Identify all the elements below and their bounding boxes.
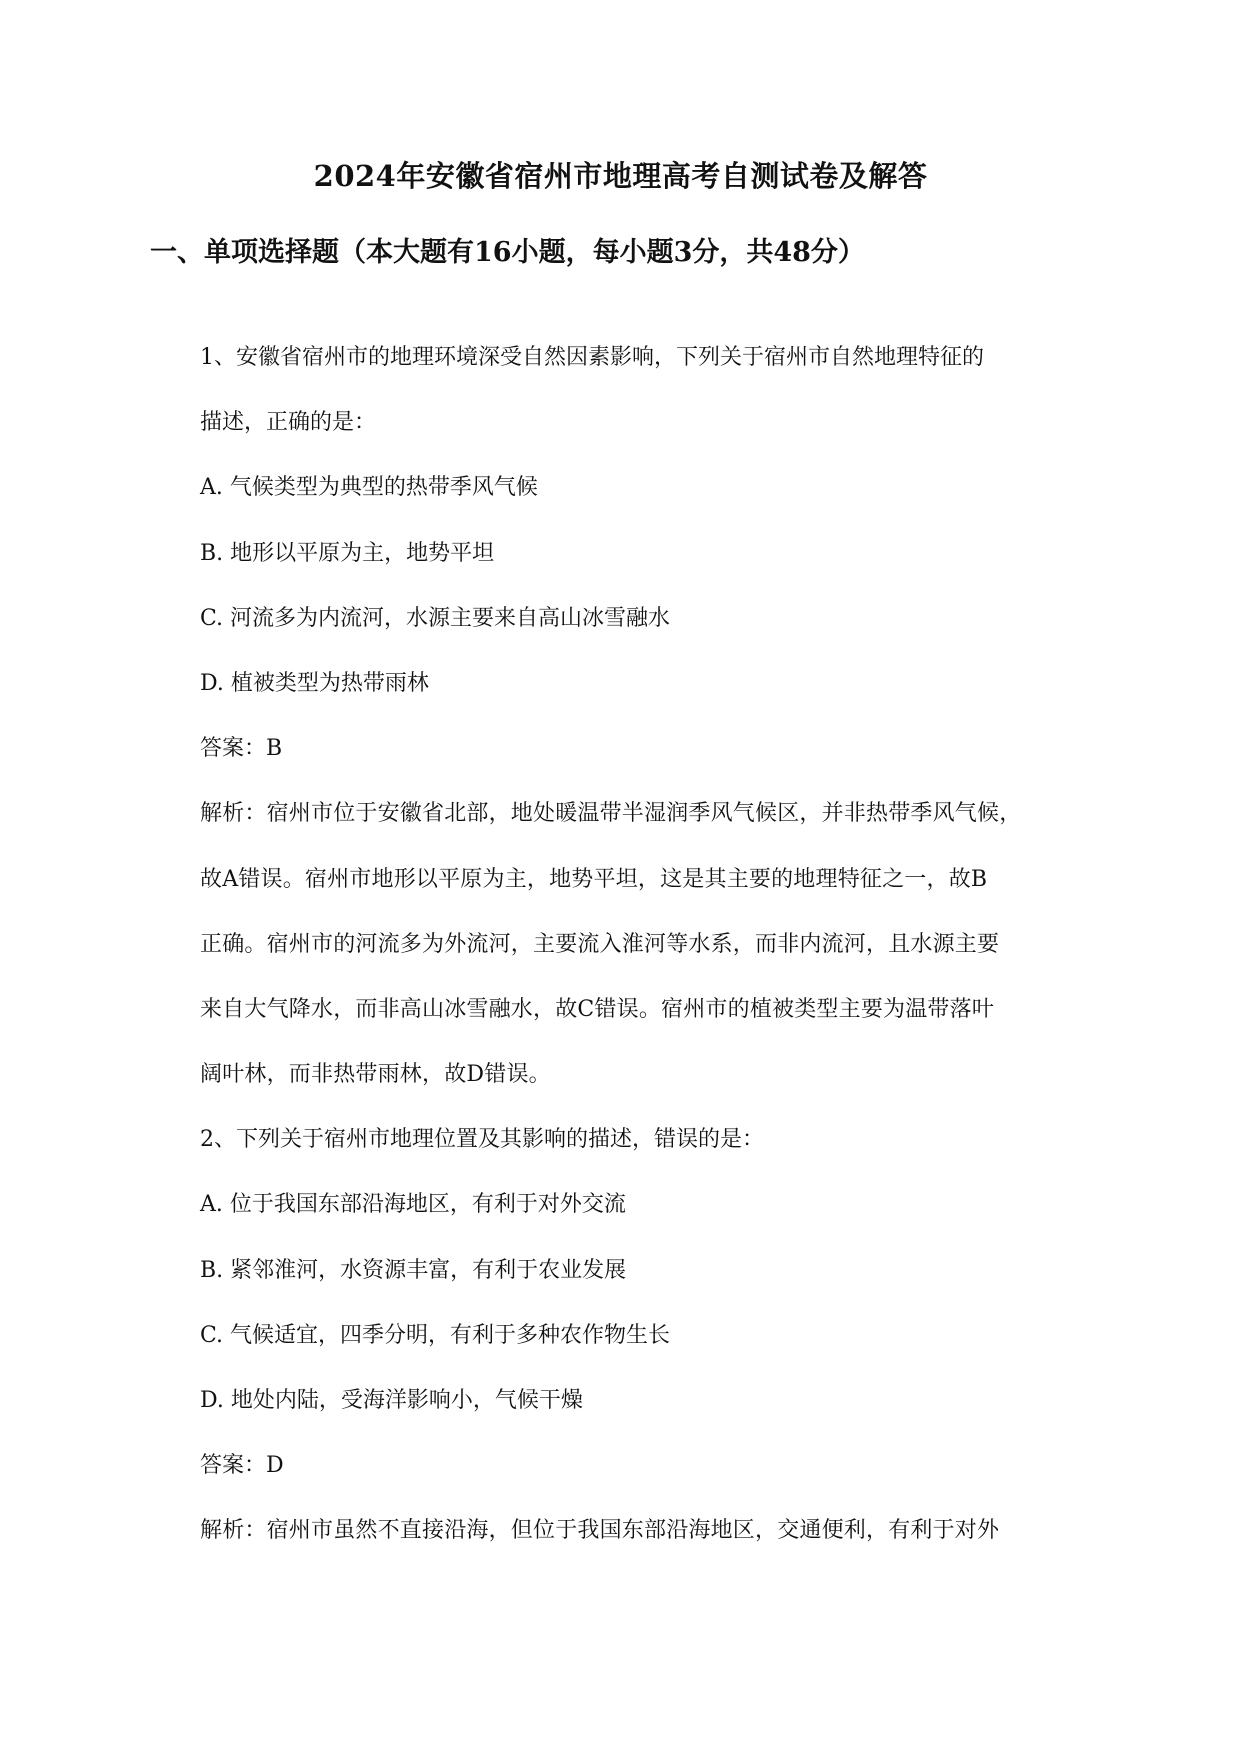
question-1-analysis-line: 正确。宿州市的河流多为外流河，主要流入淮河等水系，而非内流河，且水源主要 [200, 931, 1000, 957]
question-1-analysis-line: 解析：宿州市位于安徽省北部，地处暖温带半湿润季风气候区，并非热带季风气候， [200, 801, 1022, 827]
document-body [200, 340, 1095, 1579]
question-1-stem-line-2: 描述，正确的是： [200, 410, 377, 436]
question-1-analysis-line: 来自大气降水，而非高山冰雪融水，故C错误。宿州市的植被类型主要为温带落叶 [200, 996, 995, 1022]
question-2-option-a: A. 位于我国东部沿海地区，有利于对外交流 [200, 1192, 626, 1218]
question-1-answer: 答案：B [200, 736, 283, 762]
question-1-analysis-line: 阔叶林，而非热带雨林，故D错误。 [200, 1062, 551, 1088]
question-2-stem: 2、下列关于宿州市地理位置及其影响的描述，错误的是： [200, 1127, 764, 1153]
question-2-analysis-line: 解析：宿州市虽然不直接沿海，但位于我国东部沿海地区，交通便利，有利于对外 [200, 1518, 1000, 1544]
document-title: 2024年安徽省宿州市地理高考自测试卷及解答 [313, 159, 928, 193]
question-1-analysis-line: 故A错误。宿州市地形以平原为主，地势平坦，这是其主要的地理特征之一，故B [200, 866, 988, 892]
question-2-option-b: B. 紧邻淮河，水资源丰富，有利于农业发展 [200, 1257, 627, 1283]
question-1-option-d: D. 植被类型为热带雨林 [200, 670, 429, 696]
question-1-option-a: A. 气候类型为典型的热带季风气候 [200, 475, 538, 501]
section-heading: 一、单项选择题（本大题有16小题，每小题3分，共48分） [150, 237, 865, 268]
question-2-option-d: D. 地处内陆，受海洋影响小，气候干燥 [200, 1388, 583, 1413]
question-2-option-c: C. 气候适宜，四季分明，有利于多种农作物生长 [200, 1322, 671, 1348]
question-1-option-c: C. 河流多为内流河，水源主要来自高山冰雪融水 [200, 605, 671, 631]
question-1-stem-line-1: 1、安徽省宿州市的地理环境深受自然因素影响，下列关于宿州市自然地理特征的 [200, 345, 984, 370]
question-1-option-b: B. 地形以平原为主，地势平坦 [200, 540, 495, 566]
question-2-answer: 答案：D [200, 1453, 284, 1479]
